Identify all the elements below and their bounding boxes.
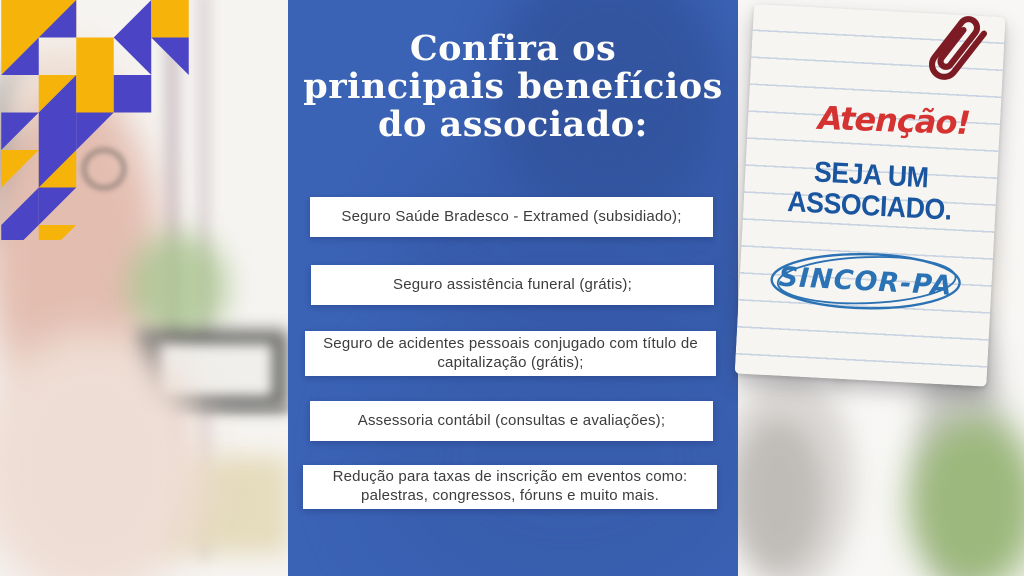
benefit-text: Redução para taxas de inscrição em eventos como: palestras, congressos, fóruns e muito mais.: [332, 468, 688, 504]
office-photo-left: [0, 0, 288, 576]
person-sleeve-blur: [738, 420, 822, 570]
cta-line-1: SEJA UM: [813, 156, 930, 195]
benefit-text: Seguro de acidentes pessoais conjugado com título de capitalização (grátis);: [323, 334, 698, 371]
attention-heading: Atenção!: [817, 98, 971, 143]
benefit-text: Seguro assistência funeral (grátis);: [393, 275, 632, 293]
sincor-badge-label: SINCOR-PA: [777, 261, 954, 302]
benefit-item: [310, 197, 713, 237]
cta-heading: [753, 154, 988, 228]
benefit-item: [305, 331, 716, 376]
benefit-text: Assessoria contábil (consultas e avaliações);: [357, 411, 666, 429]
title-line-3: do associado:: [378, 103, 648, 145]
triangle-mosaic-decoration: [0, 0, 190, 240]
benefit-text: Seguro Saúde Bradesco - Extramed (subsidiado);: [341, 207, 682, 225]
benefit-item: [310, 401, 713, 441]
panel-title: [288, 30, 738, 143]
benefits-panel: [288, 0, 738, 576]
benefit-item: [303, 465, 717, 509]
title-line-2: principais benefícios: [303, 65, 723, 107]
plant-blur: [128, 232, 228, 342]
cta-line-2: ASSOCIADO.: [786, 185, 953, 227]
benefit-item: [311, 265, 714, 305]
sincor-badge: [764, 243, 967, 319]
title-line-1: Confira os: [409, 28, 617, 69]
